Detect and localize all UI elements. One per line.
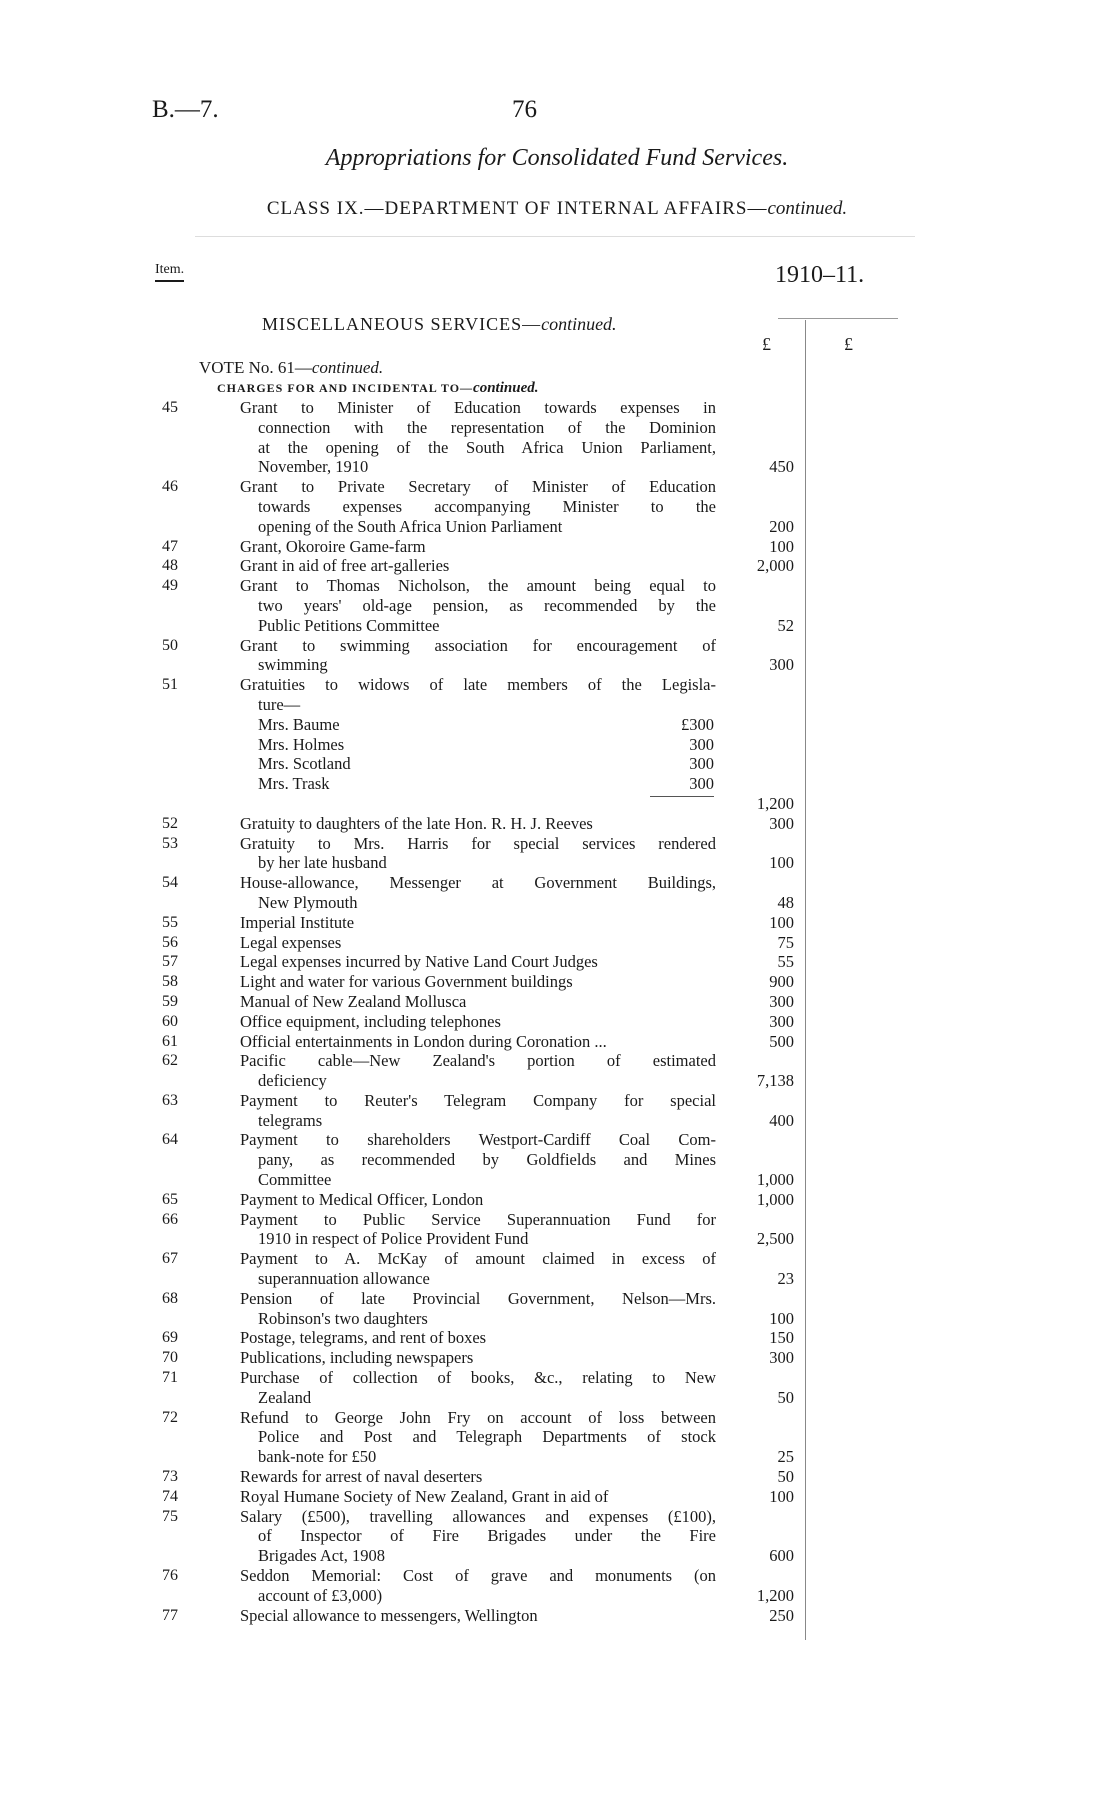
item-number: 68 (162, 1289, 178, 1307)
entry-text: opening of the South Africa Union Parliament (258, 516, 563, 536)
item-number: 48 (162, 557, 178, 575)
entry-line (0, 418, 1114, 438)
entry-amount: 100 (769, 536, 794, 556)
entry-text: 1910 in respect of Police Provident Fund (258, 1229, 529, 1249)
entry-text: Grant to Thomas Nicholson, the amount being equal to (240, 576, 716, 596)
entry-line (0, 913, 1114, 933)
vote-heading-continued: continued. (311, 358, 384, 377)
subtotal-line (0, 794, 1114, 814)
entry-text: Salary (£500), travelling allowances and expenses (£100), (240, 1506, 716, 1526)
entry-line (0, 576, 1114, 596)
item-number: 55 (162, 913, 178, 931)
entry-line (0, 1150, 1114, 1170)
subitem-line (0, 735, 1114, 755)
entry-amount: 250 (769, 1605, 794, 1625)
entry-amount: 75 (777, 932, 794, 952)
entry-line (0, 1447, 1114, 1467)
entry-line (0, 1487, 1114, 1507)
subitem-line (0, 754, 1114, 774)
item-number: 50 (162, 636, 178, 654)
entry-text: House-allowance, Messenger at Government Buildings, (240, 873, 716, 893)
entry-text: Grant to Private Secretary of Minister of Education (240, 477, 716, 497)
entry-text: Legal expenses incurred by Native Land Court Judges (240, 952, 598, 972)
entry-amount: 50 (777, 1387, 794, 1407)
list-item (0, 1507, 1114, 1566)
list-item (0, 933, 1114, 953)
entry-line (0, 1467, 1114, 1487)
entry-text: Royal Humane Society of New Zealand, Grant in aid of (240, 1486, 609, 1506)
entry-amount: 450 (769, 457, 794, 477)
entry-line (0, 1606, 1114, 1626)
entry-text: Rewards for arrest of naval deserters (240, 1467, 483, 1487)
entry-line (0, 675, 1114, 695)
item-number: 66 (162, 1210, 178, 1228)
item-number: 76 (162, 1567, 178, 1585)
list-item (0, 1289, 1114, 1329)
page-number: 76 (512, 96, 537, 123)
subitem-name: Mrs. Baume (258, 714, 340, 734)
item-number: 71 (162, 1369, 178, 1387)
entry-amount: 100 (769, 912, 794, 932)
entry-text: Official entertainments in London during Coronation ... (240, 1031, 607, 1051)
item-number: 58 (162, 973, 178, 991)
entry-line (0, 1388, 1114, 1408)
charges-heading-continued: continued. (473, 380, 539, 396)
list-item (0, 1368, 1114, 1408)
pound-column-header-1: £ (762, 334, 771, 354)
item-number: 73 (162, 1468, 178, 1486)
list-item (0, 1408, 1114, 1467)
entry-line (0, 992, 1114, 1012)
vote-heading (199, 358, 383, 378)
charges-heading (217, 380, 538, 397)
subitem-line (0, 774, 1114, 794)
list-item (0, 537, 1114, 557)
item-number: 47 (162, 537, 178, 555)
entry-text: Light and water for various Government buildings (240, 972, 573, 992)
entry-line (0, 1229, 1114, 1249)
item-number: 60 (162, 1012, 178, 1030)
entry-line (0, 517, 1114, 537)
entry-amount: 600 (769, 1546, 794, 1566)
subtotal-rule (650, 796, 714, 797)
entry-line (0, 398, 1114, 418)
entry-text: Grant, Okoroire Game-farm (240, 536, 426, 556)
entry-line (0, 1566, 1114, 1586)
item-number: 57 (162, 953, 178, 971)
entry-line (0, 834, 1114, 854)
entry-line (0, 1309, 1114, 1329)
entry-line (0, 1032, 1114, 1052)
entry-text: Police and Post and Telegraph Departments of stock (258, 1427, 716, 1447)
entry-line (0, 814, 1114, 834)
entries-table (0, 398, 1114, 1625)
subitem-amount: 300 (689, 734, 714, 754)
entry-line (0, 596, 1114, 616)
list-item (0, 477, 1114, 536)
vote-heading-text: VOTE No. 61— (199, 358, 312, 377)
entry-line (0, 1368, 1114, 1388)
pound-column-header-2: £ (844, 334, 853, 354)
item-number: 54 (162, 874, 178, 892)
entry-text: Office equipment, including telephones (240, 1011, 501, 1031)
entry-text: Robinson's two daughters (258, 1308, 428, 1328)
item-number: 56 (162, 933, 178, 951)
entry-amount: 500 (769, 1031, 794, 1051)
entry-line (0, 537, 1114, 557)
section-heading-continued: continued. (541, 314, 617, 334)
entry-text: Seddon Memorial: Cost of grave and monuments (on (240, 1566, 716, 1586)
item-number: 52 (162, 814, 178, 832)
item-number: 62 (162, 1052, 178, 1070)
entry-amount: 300 (769, 1348, 794, 1368)
entry-text: Gratuity to daughters of the late Hon. R. H. J. Reeves (240, 813, 593, 833)
entry-text: Payment to A. McKay of amount claimed in excess of (240, 1249, 716, 1269)
entry-text: Grant in aid of free art-galleries (240, 556, 450, 576)
entry-line (0, 1249, 1114, 1269)
entry-amount: 900 (769, 972, 794, 992)
list-item (0, 1210, 1114, 1250)
entry-amount: 150 (769, 1328, 794, 1348)
list-item (0, 1467, 1114, 1487)
item-number: 63 (162, 1091, 178, 1109)
entry-line (0, 1210, 1114, 1230)
entry-amount: 1,000 (756, 1170, 794, 1190)
item-number: 64 (162, 1131, 178, 1149)
entry-line (0, 893, 1114, 913)
section-heading-text: MISCELLANEOUS SERVICES— (262, 314, 542, 334)
entry-text: at the opening of the South Africa Union Parliament, (258, 437, 716, 457)
entry-amount: 7,138 (756, 1071, 794, 1091)
item-number: 61 (162, 1032, 178, 1050)
entry-text: deficiency (258, 1071, 327, 1091)
entry-line (0, 1289, 1114, 1309)
entry-amount: 52 (777, 615, 794, 635)
section-heading (262, 314, 617, 335)
entry-text: New Plymouth (258, 892, 358, 912)
subitem-name: Mrs. Trask (258, 774, 330, 794)
entry-text: towards expenses accompanying Minister to the (258, 496, 716, 516)
list-item (0, 873, 1114, 913)
item-number: 67 (162, 1250, 178, 1268)
entry-text: Grant to Minister of Education towards expenses in (240, 398, 716, 417)
subitem-name: Mrs. Scotland (258, 754, 351, 774)
entry-amount: 400 (769, 1110, 794, 1130)
item-number: 49 (162, 577, 178, 595)
entry-text: pany, as recommended by Goldfields and Mines (258, 1150, 716, 1170)
entry-line (0, 556, 1114, 576)
class-heading-text: CLASS IX.—DEPARTMENT OF INTERNAL AFFAIRS— (266, 198, 768, 219)
entry-line (0, 1071, 1114, 1091)
entry-text: connection with the representation of the Dominion (258, 417, 716, 437)
list-item (0, 972, 1114, 992)
list-item (0, 576, 1114, 635)
entry-amount: 25 (777, 1447, 794, 1467)
list-item (0, 398, 1114, 477)
subitem-line (0, 715, 1114, 735)
entry-amount: 300 (769, 655, 794, 675)
entry-line (0, 1190, 1114, 1210)
list-item (0, 1328, 1114, 1348)
list-item (0, 636, 1114, 676)
entry-text: bank-note for £50 (258, 1447, 377, 1467)
entry-text: Purchase of collection of books, &c., relating to New (240, 1368, 716, 1388)
subitem-amount: 300 (689, 774, 714, 794)
entry-line (0, 972, 1114, 992)
entry-amount: 1,200 (756, 1585, 794, 1605)
list-item (0, 1249, 1114, 1289)
entry-text: Refund to George John Fry on account of loss between (240, 1407, 716, 1427)
list-item (0, 1091, 1114, 1131)
list-item (0, 1348, 1114, 1368)
entry-amount: 300 (769, 813, 794, 833)
item-number: 75 (162, 1507, 178, 1525)
item-number: 53 (162, 834, 178, 852)
header-divider (195, 236, 915, 237)
item-number: 59 (162, 992, 178, 1010)
entry-amount: 200 (769, 516, 794, 536)
entry-amount: 300 (769, 991, 794, 1011)
entry-text: Public Petitions Committee (258, 615, 440, 635)
list-item (0, 913, 1114, 933)
entry-amount: 100 (769, 853, 794, 873)
entry-text: Gratuity to Mrs. Harris for special services rendered (240, 833, 716, 853)
item-column-header: Item. (155, 262, 184, 282)
entry-text: of Inspector of Fire Brigades under the Fire (258, 1526, 716, 1546)
list-item (0, 1606, 1114, 1626)
item-number: 69 (162, 1329, 178, 1347)
entry-text: account of £3,000) (258, 1585, 383, 1605)
entry-line (0, 1012, 1114, 1032)
subtotal-amount: 1,200 (756, 793, 794, 813)
list-item (0, 952, 1114, 972)
document-reference: B.—7. (152, 96, 219, 123)
subitem-name: Mrs. Holmes (258, 734, 345, 754)
entry-line (0, 616, 1114, 636)
entry-text: November, 1910 (258, 457, 369, 477)
list-item (0, 1051, 1114, 1091)
entry-text: Committee (258, 1170, 332, 1190)
entry-line (0, 1051, 1114, 1071)
item-number: 72 (162, 1408, 178, 1426)
entry-line (0, 1546, 1114, 1566)
entry-text: Brigades Act, 1908 (258, 1546, 385, 1566)
list-item (0, 834, 1114, 874)
entry-amount: 50 (777, 1467, 794, 1487)
entry-line (0, 853, 1114, 873)
list-item (0, 556, 1114, 576)
entry-line (0, 438, 1114, 458)
entry-line (0, 1269, 1114, 1289)
entry-amount: 100 (769, 1486, 794, 1506)
entry-text: Zealand (258, 1387, 312, 1407)
entry-line (0, 1586, 1114, 1606)
list-item (0, 1487, 1114, 1507)
entry-text: swimming (258, 655, 328, 675)
entry-amount: 300 (769, 1011, 794, 1031)
entry-text: Pacific cable—New Zealand's portion of estimated (240, 1051, 716, 1071)
entry-line (0, 1328, 1114, 1348)
entry-line (0, 933, 1114, 953)
entry-text: two years' old-age pension, as recommended by the (258, 595, 716, 615)
entry-text: Payment to Reuter's Telegram Company for special (240, 1090, 716, 1110)
entry-text: by her late husband (258, 853, 387, 873)
year-underline (778, 318, 898, 319)
list-item (0, 1566, 1114, 1606)
entry-line (0, 1427, 1114, 1447)
entry-amount: 55 (777, 952, 794, 972)
entry-line (0, 497, 1114, 517)
entry-text: superannuation allowance (258, 1269, 430, 1289)
entry-text: Pension of late Provincial Government, Nelson—Mrs. (240, 1288, 716, 1308)
class-heading (0, 198, 1114, 220)
item-number: 70 (162, 1349, 178, 1367)
entry-text: Payment to Medical Officer, London (240, 1189, 484, 1209)
entry-amount: 48 (777, 892, 794, 912)
entry-line (0, 952, 1114, 972)
list-item (0, 1012, 1114, 1032)
entry-line (0, 1091, 1114, 1111)
entry-amount: 2,500 (756, 1229, 794, 1249)
entry-line (0, 1130, 1114, 1150)
entry-text: ture— (258, 694, 301, 714)
entry-line (0, 477, 1114, 497)
entry-text: Payment to Public Service Superannuation Fund for (240, 1209, 716, 1229)
subitem-amount: 300 (689, 754, 714, 774)
entry-line (0, 1111, 1114, 1131)
entry-amount: 2,000 (756, 556, 794, 576)
entry-text: Manual of New Zealand Mollusca (240, 991, 467, 1011)
entry-line (0, 1408, 1114, 1428)
entry-text: Publications, including newspapers (240, 1348, 474, 1368)
entry-line (0, 655, 1114, 675)
entry-line (0, 1526, 1114, 1546)
entry-text: Imperial Institute (240, 912, 355, 932)
item-number: 51 (162, 676, 178, 694)
entry-line (0, 1507, 1114, 1527)
entry-amount: 100 (769, 1308, 794, 1328)
entry-text: Legal expenses (240, 932, 342, 952)
entry-line (0, 873, 1114, 893)
entry-amount: 1,000 (756, 1189, 794, 1209)
list-item (0, 814, 1114, 834)
entry-line (0, 1348, 1114, 1368)
list-item (0, 1032, 1114, 1052)
entry-text: Grant to swimming association for encouragement of (240, 635, 716, 655)
entry-text: Postage, telegrams, and rent of boxes (240, 1328, 487, 1348)
entry-text: Special allowance to messengers, Wellington (240, 1605, 538, 1625)
entry-amount: 23 (777, 1269, 794, 1289)
item-number: 77 (162, 1606, 178, 1624)
charges-heading-text: CHARGES FOR AND INCIDENTAL TO— (217, 381, 474, 395)
subitem-amount: £300 (681, 714, 714, 734)
item-number: 46 (162, 478, 178, 496)
page-title: Appropriations for Consolidated Fund Services. (325, 145, 789, 171)
entry-text: telegrams (258, 1110, 323, 1130)
entry-line (0, 636, 1114, 656)
item-number: 74 (162, 1487, 178, 1505)
entry-line (0, 457, 1114, 477)
list-item (0, 1190, 1114, 1210)
entry-line (0, 1170, 1114, 1190)
item-number: 65 (162, 1190, 178, 1208)
class-heading-continued: continued. (767, 198, 848, 219)
list-item (0, 992, 1114, 1012)
list-item (0, 1130, 1114, 1189)
list-item (0, 675, 1114, 814)
item-number: 45 (162, 399, 178, 416)
entry-text: Gratuities to widows of late members of the Legisla- (240, 675, 716, 695)
entry-text: Payment to shareholders Westport-Cardiff Coal Com- (240, 1130, 716, 1150)
entry-line (0, 695, 1114, 715)
year-column-header: 1910–11. (775, 262, 865, 288)
